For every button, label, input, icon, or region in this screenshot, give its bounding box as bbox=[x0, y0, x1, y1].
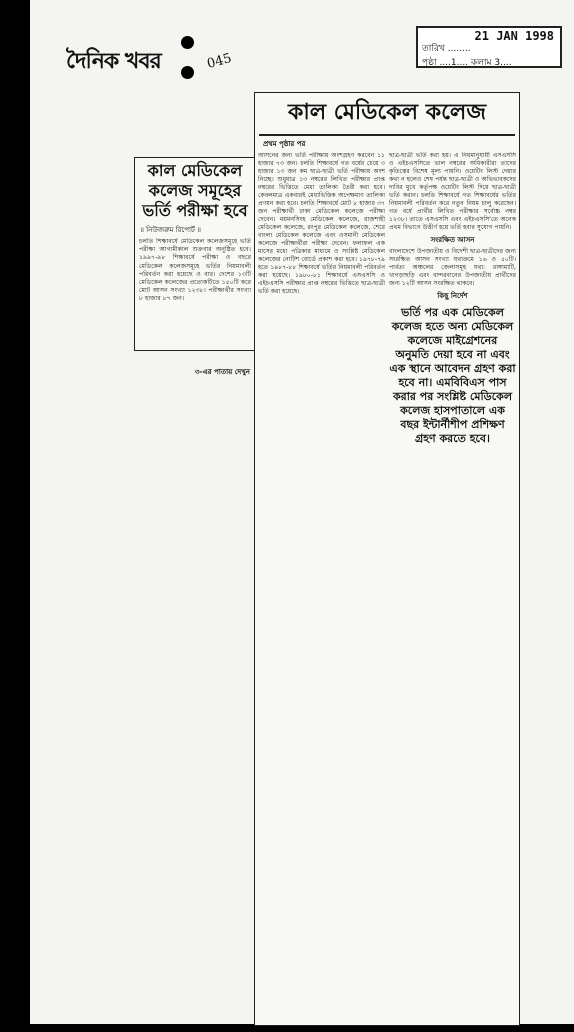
article-subhead: প্রথম পৃষ্ঠার পর bbox=[263, 140, 306, 148]
article-medical-college-continued bbox=[254, 92, 520, 1026]
article-admission-test-notice bbox=[134, 157, 256, 376]
continued-note: ৩-এর পাতায় দেখুন bbox=[195, 368, 250, 376]
punch-hole bbox=[181, 66, 194, 79]
column-text: ছাত্র-ছাত্রী ভর্তি করা হয়। এ নিয়মানুযায়ী এসএসসি ও এইচএসসিতে ভাল নম্বরের অধিকারীরা তাদের কৃতিত্বের বিশেষ মূল্য পায়নি। ওয়েটিং লিস্ট দেয়ার কথা ন হলেও শেষ পর্যন্ত ছাত্র-ছাত্রী ও অভিভাবকদের দাবির মুখে কর্তৃপক্ষ ওয়েটিং লিস্ট দিয়ে ছাত্র-ছাত্রী ভর্তি করান। চলতি শিক্ষাবর্ষে গত শিক্ষাবর্ষের ভর্তির নিয়মাবলী পরিবর্তন করে নতুন নিয়ম চালু করেছেন। গত বর্ষে প্রার্থীর লিখিত পরীক্ষার সর্বোচ্চ নম্বর ১২৩৮। তাতে এসএসসি এবং এইচএসসি'তে অনেক প্রথম বিভাগে উত্তীর্ণ হয়ে ভর্তি হবার সুযোগ পায়নি। bbox=[389, 152, 516, 231]
stamp-date: 21 JAN 1998 bbox=[474, 29, 554, 43]
article-body: চলতি শিক্ষাবর্ষে মেডিকেল কলেজসমূহে ভর্তি পরীক্ষা আগামীকাল শুক্রবার অনুষ্ঠিত হবে। ১৯৯৭-৯৮ শিক্ষাবর্ষে পরীক্ষা ও বছরে মেডিকেল কলেজসমূহে ভর্তির নিয়মাবলী পরিবর্তন করা হয়েছে ও বার। দেশের ১৩টি মেডিকেল কলেজের প্রত্যেকটিতে ১৫০টি করে মোট আসন সংখ্যা ১২৩৮। পরীক্ষার্থীর সংখ্যা ৮ হাজার ৮৭ জন। bbox=[139, 238, 251, 303]
column-text: আসনের জন্য ভর্তি পরীক্ষায় অংশগ্রহণ করবেন ১১ হাজার ৭৩ জন। চলতি শিক্ষাবর্ষে গত বর্ষের চেয়ে ৩ হাজার ১৩ জন কম ছাত্র-ছাত্রী ভর্তি পরীক্ষায় অংশ নিচ্ছে। শুধুমাত্র ১৩ নম্বরের লিখিত পরীক্ষার প্রাপ্ত নম্বরের ভিত্তিতে মেধা তালিকা তৈরী করা হবে। কেবলমাত্র একবারই মেধাভিত্তিক অপেক্ষমাণ তালিকা প্রণয়ন করা হবে। চলতি শিক্ষাবর্ষে মোট ৮ হাজার ৩৭ জন পরীক্ষার্থী ঢাকা মেডিকেল কলেজে পরীক্ষা দেবেন। ময়মনসিংহ মেডিকেল কলেজে, রাজশাহী মেডিকেল কলেজে, রংপুর মেডিকেল কলেজে, শেরে বাংলা মেডিকেল কলেজে এবং ওসমানী মেডিকেল কলেজে পরীক্ষার্থীরা পরীক্ষা দেবেন। ফলাফল এক মাসের মধ্যে পত্রিকার মাধ্যমে ও সংশ্লিষ্ট মেডিকেল কলেজের নোটিশ বোর্ডে প্রকাশ করা হবে। ১৯৭৮-৭৯ হতে ১৯৮৭-৮৮ শিক্ষাবর্ষে ভর্তির নিয়মাবলী পরিবর্তন করা হয়েছে। ১৯৮০-৮১ শিক্ষাবর্ষে এসএসসি ও এইচএসসি পরীক্ষার প্রাপ্ত নম্বরের ভিত্তিতে ছাত্র-ছাত্রী ভর্তি করা হয়েছে। bbox=[258, 152, 385, 295]
section-heading: কিছু নির্দেশ bbox=[437, 292, 468, 300]
stamp-page-column-line: পৃষ্ঠা ....1.... কলাম 3.... bbox=[422, 58, 512, 68]
newspaper-masthead: দৈনিক খবর bbox=[66, 49, 161, 74]
notice-text: ভর্তি পর এক মেডিকেল কলেজ হতে অন্য মেডিকেল কলেজে মাইগ্রেশনের অনুমতি দেয়া হবে না এবং এক স্থানে আবেদন গ্রহণ করা হবে না। এমবিবিএস পাস করার পর সংশ্লিষ্ট মেডিকেল কলেজ হাসপাতালে এক বছর ইন্টার্নীশীপ প্রশিক্ষণ গ্রহণ করতে হবে। bbox=[389, 306, 516, 445]
article-headline: কাল মেডিকেল কলেজ bbox=[259, 95, 515, 136]
article-column-right bbox=[389, 152, 516, 1032]
article-columns bbox=[255, 152, 519, 1032]
punch-hole bbox=[181, 36, 194, 49]
stamp-date-line: তারিখ ........ bbox=[422, 44, 471, 54]
date-stamp bbox=[416, 26, 562, 68]
handwritten-number: 045 bbox=[205, 51, 234, 72]
article-headline: কাল মেডিকেল কলেজ সমূহের ভর্তি পরীক্ষা হবে bbox=[142, 161, 248, 220]
section-heading: সংরক্ষিত আসন bbox=[430, 236, 475, 244]
article-byline: ॥ নিউজরুম রিপোর্ট ॥ bbox=[140, 226, 202, 234]
column-text: বাংলাদেশে উপজাতীয় ও বিদেশী ছাত্র-ছাত্রীদের জন্য সংরক্ষিত আসন সংখ্যা যথাক্রমে ১৬ ও ৫০টি। পার্বত্য অঞ্চলের জেলাসমূহ যথা: রাঙ্গামাটি, খাগড়াছড়ি এবং বান্দরবানের উপজাতীয় প্রার্থীদের জন্য ১২টি আসন সংরক্ষিত থাকবে। bbox=[389, 248, 516, 287]
article-column-left bbox=[258, 152, 385, 1032]
